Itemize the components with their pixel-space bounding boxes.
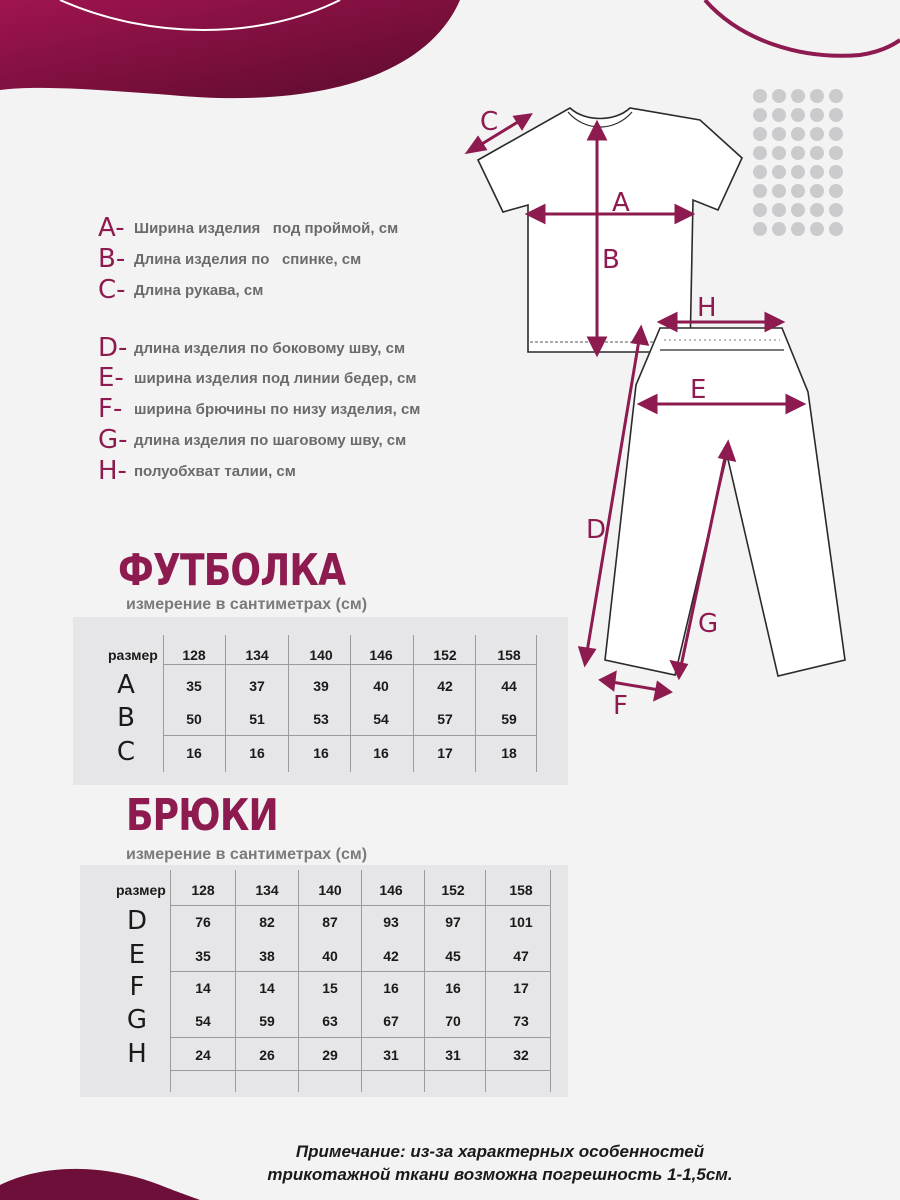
table-cell: 97	[445, 914, 461, 930]
dim-g-label: G	[698, 609, 719, 639]
table-cell: 54	[195, 1013, 211, 1029]
legend-description: Длина изделия по спинке, см	[134, 250, 362, 268]
table-cell: 29	[322, 1047, 338, 1063]
size-header: 152	[433, 647, 457, 663]
column-divider	[288, 635, 289, 772]
table-cell: 42	[437, 678, 453, 694]
size-header: 158	[509, 882, 533, 898]
dim-c-label: C	[480, 107, 499, 137]
table-cell: 35	[195, 948, 211, 964]
legend-letter: C-	[98, 275, 126, 305]
table-cell: 93	[383, 914, 399, 930]
size-header: 158	[497, 647, 521, 663]
table-cell: 51	[249, 711, 265, 727]
table-cell: 14	[195, 980, 211, 996]
size-header: 140	[309, 647, 333, 663]
table-cell: 26	[259, 1047, 275, 1063]
row-label: C	[116, 737, 136, 767]
size-header: 128	[182, 647, 206, 663]
row-label: H	[127, 1039, 147, 1069]
row-label: F	[129, 972, 145, 1002]
note-line-2: трикотажной ткани возможна погрешность 1-1,5см.	[267, 1165, 733, 1184]
table-cell: 17	[513, 980, 529, 996]
table-cell: 59	[501, 711, 517, 727]
size-header: 146	[369, 647, 393, 663]
table-cell: 15	[322, 980, 338, 996]
table-cell: 76	[195, 914, 211, 930]
table-cell: 16	[373, 745, 389, 761]
tshirt-subtitle: измерение в сантиметрах (см)	[126, 596, 368, 613]
table-cell: 39	[313, 678, 329, 694]
table-cell: 16	[445, 980, 461, 996]
row-label: B	[117, 703, 135, 733]
column-divider	[413, 635, 414, 772]
table-cell: 16	[383, 980, 399, 996]
table-cell: 37	[249, 678, 265, 694]
legend-letter: A-	[98, 213, 125, 243]
table-cell: 14	[259, 980, 275, 996]
dim-d-label: D	[586, 515, 607, 545]
table-cell: 17	[437, 745, 453, 761]
dim-a-label: A	[612, 188, 630, 218]
table-cell: 40	[322, 948, 338, 964]
size-header: 128	[191, 882, 215, 898]
legend-letter: H-	[98, 456, 127, 486]
column-divider	[235, 870, 236, 1092]
table-cell: 54	[373, 711, 389, 727]
row-divider	[170, 1037, 550, 1038]
legend-letter: F-	[98, 394, 123, 424]
row-label: G	[126, 1005, 148, 1035]
legend-letter: G-	[98, 425, 128, 455]
table-cell: 73	[513, 1013, 529, 1029]
table-cell: 53	[313, 711, 329, 727]
size-header-label: размер	[116, 882, 166, 898]
column-divider	[475, 635, 476, 772]
table-cell: 38	[259, 948, 275, 964]
table-cell: 82	[259, 914, 275, 930]
table-cell: 35	[186, 678, 202, 694]
table-cell: 101	[509, 914, 533, 930]
size-header-label: размер	[108, 647, 158, 663]
column-divider	[485, 870, 486, 1092]
table-cell: 47	[513, 948, 529, 964]
legend-description: ширина изделия под линии бедер, см	[134, 369, 417, 387]
measurement-note	[190, 1140, 810, 1186]
tshirt-title: ФУТБОЛКА	[118, 545, 346, 596]
table-cell: 87	[322, 914, 338, 930]
legend-letter: B-	[98, 244, 126, 274]
legend-description: длина изделия по шаговому шву, см	[134, 431, 407, 449]
legend-letter: D-	[98, 333, 128, 363]
row-divider	[163, 664, 536, 665]
column-divider	[298, 870, 299, 1092]
row-divider	[170, 1070, 550, 1071]
table-cell: 44	[501, 678, 517, 694]
row-divider	[170, 971, 550, 972]
size-header: 140	[318, 882, 342, 898]
table-cell: 40	[373, 678, 389, 694]
size-header: 134	[245, 647, 269, 663]
pants-subtitle: измерение в сантиметрах (см)	[126, 846, 368, 863]
pants-size-table	[80, 865, 568, 1097]
row-label: A	[117, 670, 135, 700]
table-cell: 63	[322, 1013, 338, 1029]
tshirt-size-table	[73, 617, 568, 785]
dim-h-label: H	[697, 293, 717, 323]
table-cell: 70	[445, 1013, 461, 1029]
table-cell: 16	[249, 745, 265, 761]
legend-description: ширина брючины по низу изделия, см	[134, 400, 421, 418]
table-cell: 45	[445, 948, 461, 964]
table-cell: 59	[259, 1013, 275, 1029]
row-label: D	[126, 906, 148, 936]
legend-description: длина изделия по боковому шву, см	[134, 339, 406, 357]
size-header: 146	[379, 882, 403, 898]
legend-description: Ширина изделия под проймой, см	[134, 219, 399, 237]
table-cell: 42	[383, 948, 399, 964]
pants-title: БРЮКИ	[126, 790, 278, 841]
dim-b-label: B	[602, 245, 620, 275]
legend-description: Длина рукава, см	[134, 281, 264, 299]
legend-letter: E-	[98, 363, 124, 393]
row-divider	[170, 905, 550, 906]
table-cell: 18	[501, 745, 517, 761]
table-cell: 67	[383, 1013, 399, 1029]
dim-e-label: E	[690, 375, 707, 405]
table-cell: 16	[186, 745, 202, 761]
dim-f-label: F	[613, 691, 628, 721]
table-cell: 24	[195, 1047, 211, 1063]
pants-outline	[605, 328, 845, 676]
row-divider	[163, 735, 536, 736]
column-divider	[170, 870, 171, 1092]
size-header: 152	[441, 882, 465, 898]
table-cell: 31	[383, 1047, 399, 1063]
table-cell: 16	[313, 745, 329, 761]
table-cell: 50	[186, 711, 202, 727]
table-cell: 57	[437, 711, 453, 727]
column-divider	[225, 635, 226, 772]
table-cell: 31	[445, 1047, 461, 1063]
row-label: E	[128, 940, 146, 970]
table-cell: 32	[513, 1047, 529, 1063]
legend-description: полуобхват талии, см	[134, 462, 296, 480]
note-line-1: Примечание: из-за характерных особенностей	[295, 1142, 705, 1161]
size-header: 134	[255, 882, 279, 898]
